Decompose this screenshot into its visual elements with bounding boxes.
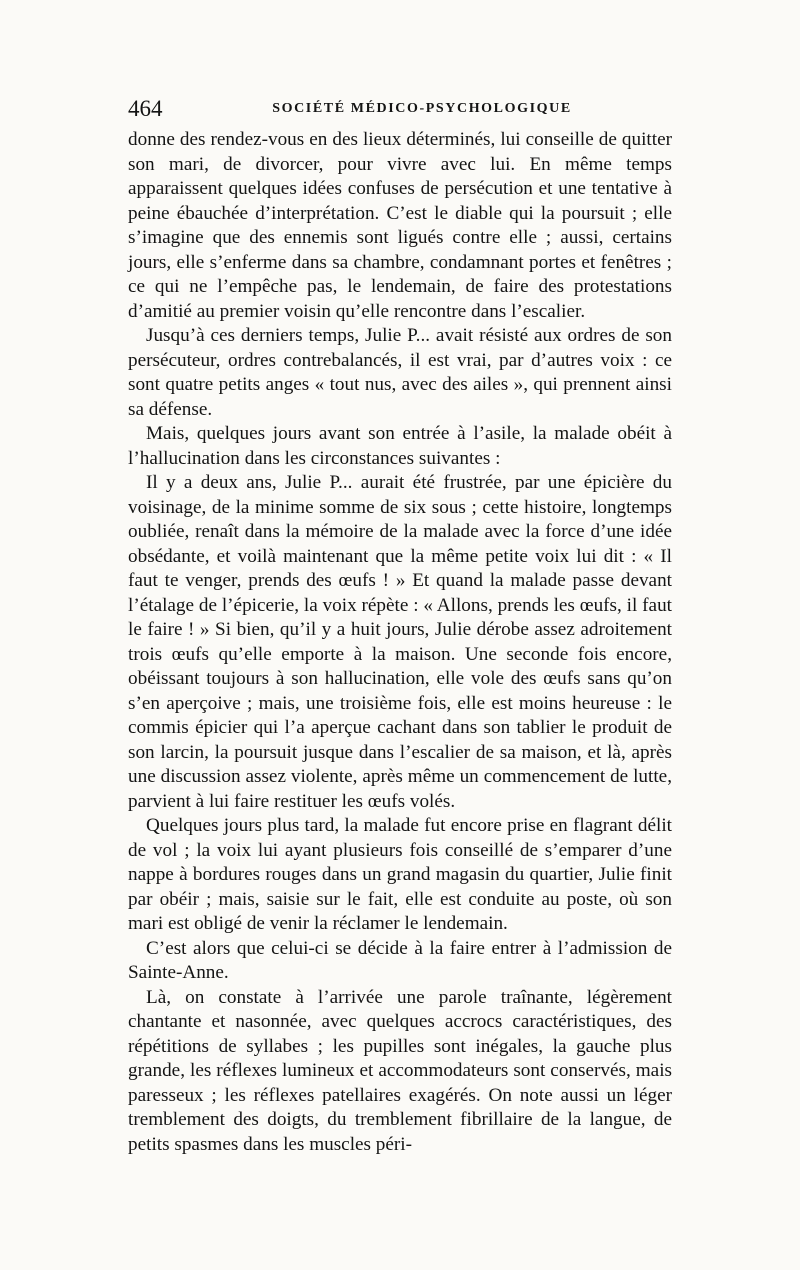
journal-title: SOCIÉTÉ MÉDICO-PSYCHOLOGIQUE [272, 101, 572, 116]
paragraph-persecutor-orders: Jusqu’à ces derniers temps, Julie P... avait résisté aux ordres de son persécuteur, ordres contrebalancés, il est vrai, par d’autres voix : ce sont quatre petits anges « tout nus, avec des ailes », qui prennent ainsi sa défense. [128, 325, 672, 420]
paragraph-hallucination-intro: Mais, quelques jours avant son entrée à l’asile, la malade obéit à l’hallucination dans les circonstances suivantes : [128, 423, 672, 469]
page-number: 464 [128, 96, 163, 121]
body-text [128, 128, 672, 1157]
paragraph-admission: C’est alors que celui-ci se décide à la faire entrer à l’admission de Sainte-Anne. [128, 937, 672, 983]
paragraph-tablecloth-theft: Quelques jours plus tard, la malade fut encore prise en flagrant délit de vol ; la voix lui ayant plusieurs fois conseillé de s’emparer d’une nappe à bordures rouges dans un grand magasin du quartier, Julie finit par obéir ; mais, saisie sur le fait, elle est conduite au poste, où son mari est obligé de venir la réclamer le lendemain. [128, 815, 672, 934]
running-head [128, 96, 676, 122]
paragraph-egg-theft: Il y a deux ans, Julie P... aurait été frustrée, par une épicière du voisinage, de la minime somme de six sous ; cette histoire, longtemps oubliée, renaît dans la mémoire de la malade avec la force d’une idée obsédante, et voilà maintenant que la même petite voix lui dit : « Il faut te venger, prends des œufs ! » Et quand la malade passe devant l’étalage de l’épicerie, la voix répète : « Allons, prends les œufs, il faut le faire ! » Si bien, qu’il y a huit jours, Julie dérobe assez adroitement trois œufs qu’elle emporte à la maison. Une seconde fois encore, obéissant toujours à son hallucination, elle vole des œufs sans qu’on s’en aperçoive ; mais, une troisième fois, elle est moins heureuse : le commis épicier qui l’a aperçue cachant dans son tablier le produit de son larcin, la poursuit jusque dans l’escalier de sa maison, et là, après une discussion assez violente, après même un commencement de lutte, parvient à lui faire restituer les œufs volés. [128, 472, 672, 812]
paragraph-continuation: donne des rendez-vous en des lieux déterminés, lui conseille de quitter son mari, de divorcer, pour vivre avec lui. En même temps apparaissent quelques idées confuses de persécution et une tentative à peine ébauchée d’interprétation. C’est le diable qui la poursuit ; elle s’imagine que des ennemis sont ligués contre elle ; aussi, certains jours, elle s’enferme dans sa chambre, condamnant portes et fenêtres ; ce qui ne l’empêche pas, le lendemain, de faire des protestations d’amitié au premier voisin qu’elle rencontre dans l’escalier. [128, 129, 672, 322]
paragraph-examination: Là, on constate à l’arrivée une parole traînante, légèrement chantante et nasonnée, avec quelques accrocs caractéristiques, des répétitions de syllabes ; les pupilles sont inégales, la gauche plus grande, les réflexes lumineux et accommodateurs sont conservés, mais paresseux ; les réflexes patellaires exagérés. On note aussi un léger tremblement des doigts, du tremblement fibrillaire de la langue, de petits spasmes dans les muscles péri- [128, 986, 672, 1155]
